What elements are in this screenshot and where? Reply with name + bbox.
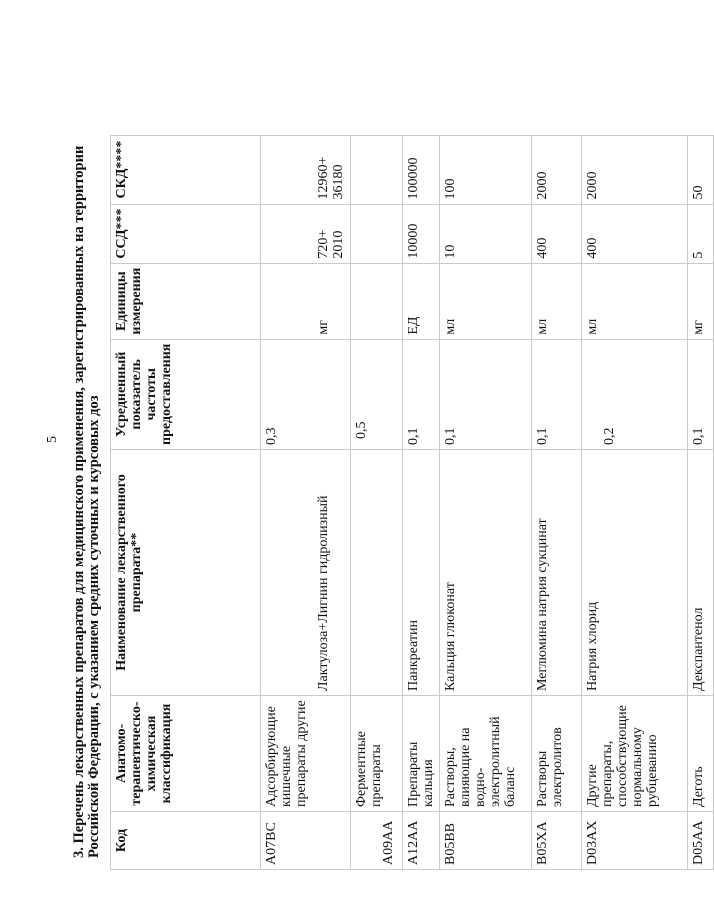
cell-code: D03AX	[582, 812, 688, 870]
cell-code: A12AA	[403, 812, 440, 870]
cell-frequency: 0,1	[688, 339, 714, 449]
cell-skd: 2000	[582, 135, 688, 204]
cell-units: мг	[688, 263, 714, 339]
table-row	[403, 135, 440, 869]
cell-skd: 100000	[403, 135, 440, 204]
cell-drug-name: Панкреатин	[403, 450, 440, 696]
cell-drug-name: Меглюмина натрия сукцинат	[532, 450, 582, 696]
cell-units: мл	[440, 263, 532, 339]
cell-atc: Адсорбирующие кишечные препараты другие	[261, 696, 351, 812]
cell-code: B05XA	[532, 812, 582, 870]
cell-ssd: 5	[688, 204, 714, 263]
cell-atc: Другие препараты, способствующие нормальному рубцеванию	[582, 696, 688, 812]
table-row	[440, 135, 532, 869]
cell-skd: 2000	[532, 135, 582, 204]
cell-drug-name: Кальция глюконат	[440, 450, 532, 696]
cell-frequency: 0,1	[403, 339, 440, 449]
cell-drug-name: Лактулоза+Лигнин гидролизный	[261, 450, 351, 696]
header-skd: СКД****	[111, 135, 261, 204]
drug-table	[110, 135, 714, 870]
cell-drug-name	[351, 450, 403, 696]
rotated-page-content	[71, 70, 706, 870]
cell-atc: Ферментные препараты	[351, 696, 403, 812]
cell-drug-name: Декспантенол	[688, 450, 714, 696]
header-units: Единицы измерения	[111, 263, 261, 339]
table-row	[261, 135, 351, 869]
cell-frequency: 0,5	[351, 339, 403, 449]
table-row	[688, 135, 714, 869]
header-drug-name: Наименование лекарственного препарата**	[111, 450, 261, 696]
header-atc: Анатомо-терапевтическо-химическая классификация	[111, 696, 261, 812]
cell-code: A09AA	[351, 812, 403, 870]
table-row	[351, 135, 403, 869]
cell-skd: 100	[440, 135, 532, 204]
cell-units: мг	[261, 263, 351, 339]
cell-frequency: 0,2	[582, 339, 688, 449]
cell-ssd: 10000	[403, 204, 440, 263]
cell-frequency: 0,1	[440, 339, 532, 449]
cell-frequency: 0,3	[261, 339, 351, 449]
cell-units: мл	[532, 263, 582, 339]
cell-ssd: 400	[582, 204, 688, 263]
cell-code: A07BC	[261, 812, 351, 870]
cell-atc: Препараты кальция	[403, 696, 440, 812]
cell-atc: Растворы электролитов	[532, 696, 582, 812]
cell-skd: 12960+ 36180	[261, 135, 351, 204]
cell-ssd	[351, 204, 403, 263]
cell-drug-name: Натрия хлорид	[582, 450, 688, 696]
cell-units	[351, 263, 403, 339]
cell-ssd: 720+ 2010	[261, 204, 351, 263]
cell-code: D05AA	[688, 812, 714, 870]
cell-frequency: 0,1	[532, 339, 582, 449]
cell-code: B05BB	[440, 812, 532, 870]
table-header-row	[111, 135, 261, 869]
cell-atc: Деготь	[688, 696, 714, 812]
section-title: 3. Перечень лекарственных препаратов для медицинского применения, зарегистрированных на территории Российской Федерации, с указанием средних суточных и курсовых доз	[71, 145, 102, 858]
header-ssd: ССД***	[111, 204, 261, 263]
page-number: 5	[45, 436, 60, 443]
cell-ssd: 10	[440, 204, 532, 263]
cell-units: мл	[582, 263, 688, 339]
cell-ssd: 400	[532, 204, 582, 263]
cell-skd: 50	[688, 135, 714, 204]
cell-skd	[351, 135, 403, 204]
table-row	[582, 135, 688, 869]
header-code: Код	[111, 812, 261, 870]
cell-units: ЕД	[403, 263, 440, 339]
table-row	[532, 135, 582, 869]
header-frequency: Усредненный показатель частоты предоставления	[111, 339, 261, 449]
cell-atc: Растворы, влияющие на водно-электролитный баланс	[440, 696, 532, 812]
